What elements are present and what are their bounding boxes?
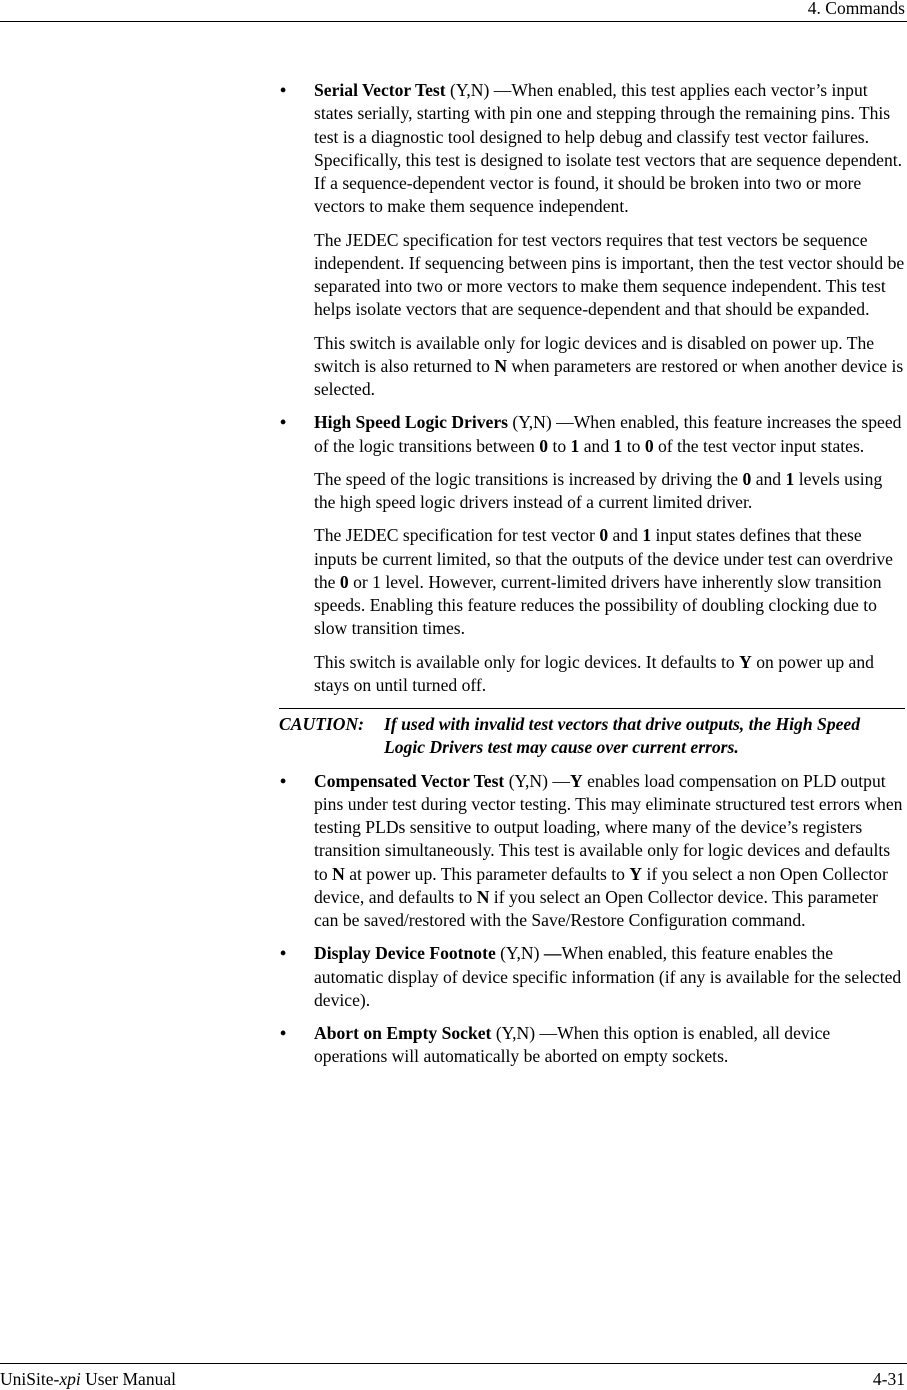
page-content bbox=[279, 79, 905, 1079]
item-description: When enabled, this feature enables the automatic display of device specific information (if any is available for the selected device). bbox=[314, 943, 902, 1010]
item-dash: — bbox=[535, 1023, 558, 1043]
caution-text: If used with invalid test vectors that drive outputs, the High Speed Logic Drivers test may cause over current errors. bbox=[384, 714, 861, 758]
item-title: Abort on Empty Socket bbox=[314, 1023, 492, 1043]
paragraph: This switch is available only for logic devices. It defaults to Y on power up and stays on until turned off. bbox=[314, 651, 874, 695]
item-title: Display Device Footnote bbox=[314, 943, 496, 964]
list-item-high-speed-logic-drivers: • High Speed Logic Drivers (Y,N) —When enabled, this feature increases the speed of the logic transitions between 0 to 1 and 1 to 0 of the test vector input states. bbox=[280, 412, 902, 456]
footer-rule bbox=[0, 1363, 907, 1364]
item-options: (Y,N) bbox=[495, 943, 540, 964]
item-dash: — bbox=[551, 412, 574, 433]
item-options: (Y,N) bbox=[508, 412, 552, 433]
header-section-title: 4. Commands bbox=[807, 0, 905, 18]
item-options: (Y,N) bbox=[445, 80, 490, 100]
item-title: High Speed Logic Drivers bbox=[314, 412, 509, 433]
caution-label: CAUTION: bbox=[279, 714, 365, 734]
bullet-icon: • bbox=[280, 412, 287, 433]
paragraph: The speed of the logic transitions is increased by driving the 0 and 1 levels using the high speed logic drivers instead of a current limited driver. bbox=[314, 468, 883, 512]
item-title: Compensated Vector Test bbox=[314, 770, 505, 791]
item-options: (Y,N) bbox=[504, 770, 548, 791]
paragraph: This switch is available only for logic devices and is disabled on power up. The switch is also returned to N when parameters are restored or when another device is selected. bbox=[314, 332, 904, 399]
item-title: Serial Vector Test bbox=[314, 80, 446, 100]
footer-product: UniSite-xpi User Manual bbox=[0, 1369, 176, 1389]
list-item-serial-vector-test bbox=[279, 79, 905, 219]
list-item-display-device-footnote bbox=[279, 942, 905, 1012]
item-description: When this option is enabled, all device operations will automatically be aborted on empty sockets. bbox=[314, 1023, 831, 1067]
item-dash: — bbox=[489, 80, 512, 100]
bullet-icon: • bbox=[280, 943, 287, 964]
bullet-icon: • bbox=[280, 1023, 287, 1043]
caution-box bbox=[279, 708, 905, 760]
bullet-icon: • bbox=[280, 80, 287, 100]
bullet-icon: • bbox=[280, 770, 287, 791]
list-item-compensated-vector-test: • Compensated Vector Test (Y,N) —Y enables load compensation on PLD output pins under test during vector testing. This may eliminate structured test errors when testing PLDs sensitive to output loading, where many of the device’s registers transition simultaneously. This test is available only for logic devices and defaults to N at power up. This parameter defaults to Y if you select a non Open Collector device, and defaults to N if you select an Open Collector device. This parameter can be saved/restored with the Save/Restore Configuration command. bbox=[280, 770, 903, 930]
paragraph: The JEDEC specification for test vectors requires that test vectors be sequence independent. If sequencing between pins is important, then the test vector should be separated into two or more vectors to make them sequence independent. This test helps isolate vectors that are sequence-dependent and that should be expanded. bbox=[314, 229, 905, 320]
item-options: (Y,N) bbox=[491, 1023, 536, 1043]
footer-page-number: 4-31 bbox=[872, 1369, 905, 1389]
item-dash: — bbox=[539, 943, 562, 964]
list-item-abort-on-empty-socket bbox=[279, 1022, 905, 1069]
paragraph: The JEDEC specification for test vector 0 and 1 input states defines that these inputs be current limited, so that the outputs of the device under test can overdrive the 0 or 1 level. However, current-limited drivers have inherently slow transition speeds. Enabling this feature reduces the possibility of doubling clocking due to slow transition times. bbox=[314, 525, 893, 639]
item-description: When enabled, this test applies each vector’s input states serially, starting with pin one and stepping through the remaining pins. This test is a diagnostic tool designed to help debug and classify test vector failures. Specifically, this test is designed to isolate test vectors that are sequence dependent. If a sequence-dependent vector is found, it should be broken into two or more vectors to make them sequence independent. bbox=[314, 80, 903, 217]
item-dash: — bbox=[547, 770, 570, 791]
header-rule bbox=[0, 21, 907, 22]
